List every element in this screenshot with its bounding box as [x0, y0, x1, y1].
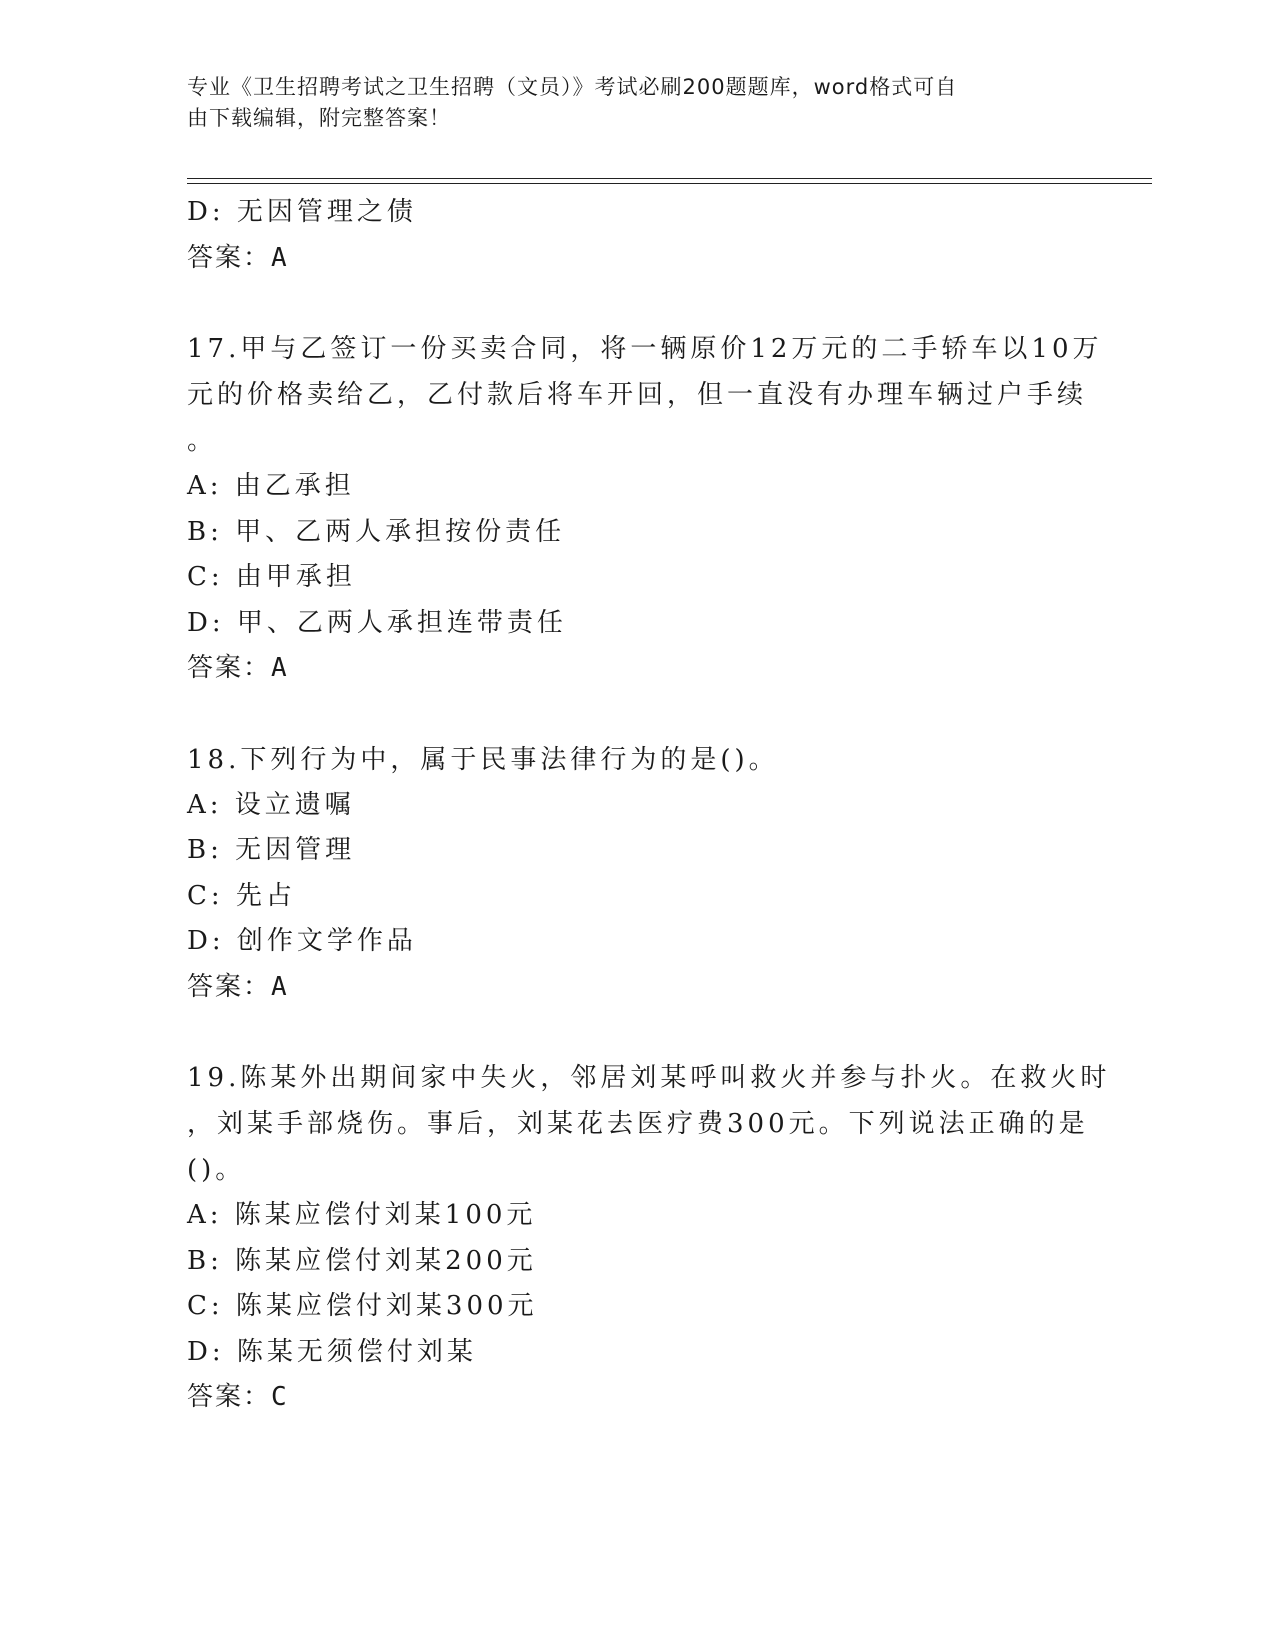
option-d: D: 甲、乙两人承担连带责任	[187, 607, 567, 638]
option-a: A: 设立遗嘱	[187, 789, 355, 820]
option-c: C: 由甲承担	[187, 562, 356, 592]
option-c: C: 先占	[187, 880, 296, 911]
answer-label: 答案：	[187, 242, 272, 273]
option-b: B: 陈某应偿付刘某200元	[187, 1245, 537, 1276]
answer-value: A	[271, 242, 289, 273]
question-list	[187, 190, 1111, 1421]
question-18	[187, 737, 1077, 1011]
option-c: C: 陈某应偿付刘某300元	[187, 1291, 538, 1321]
question-text-line: ，刘某手部烧伤。事后，刘某花去医疗费300元。下列说法正确的是	[187, 1109, 1089, 1139]
question-17	[187, 326, 1103, 692]
answer-line	[187, 236, 1077, 282]
option-a: A: 由乙承担	[187, 471, 355, 501]
answer-line	[187, 1375, 1077, 1421]
option-d: D: 无因管理之债	[187, 197, 417, 227]
answer-line	[187, 646, 1077, 692]
option-d: D: 创作文学作品	[187, 926, 417, 956]
answer-label: 答案：	[187, 971, 272, 1002]
option-b: B: 甲、乙两人承担按份责任	[187, 516, 566, 547]
answer-label: 答案：	[187, 653, 272, 683]
document-header	[187, 72, 1067, 134]
question-text-line: 。	[187, 426, 218, 456]
answer-value: A	[271, 653, 289, 683]
answer-value: A	[271, 971, 289, 1002]
answer-value: C	[271, 1382, 289, 1412]
question-19	[187, 1055, 1111, 1421]
question-text-line: 18.下列行为中，属于民事法律行为的是()。	[187, 744, 779, 775]
header-divider	[187, 178, 1152, 179]
question-text-line: 19.陈某外出期间家中失火，邻居刘某呼叫救火并参与扑火。在救火时	[187, 1063, 1111, 1093]
question-text-line: 元的价格卖给乙，乙付款后将车开回，但一直没有办理车辆过户手续	[187, 380, 1088, 410]
question-text-line: ()。	[187, 1155, 246, 1185]
option-a: A: 陈某应偿付刘某100元	[187, 1200, 537, 1230]
header-line-2: 由下载编辑，附完整答案！	[187, 106, 451, 130]
question-text-line: 17.甲与乙签订一份买卖合同，将一辆原价12万元的二手轿车以10万	[187, 334, 1103, 364]
option-d: D: 陈某无须偿付刘某	[187, 1336, 477, 1367]
option-b: B: 无因管理	[187, 835, 356, 865]
header-divider	[187, 183, 1152, 184]
header-line-1: 专业《卫生招聘考试之卫生招聘（文员）》考试必刷200题题库，word格式可自	[187, 75, 958, 99]
answer-label: 答案：	[187, 1382, 272, 1412]
answer-line	[187, 965, 1077, 1011]
